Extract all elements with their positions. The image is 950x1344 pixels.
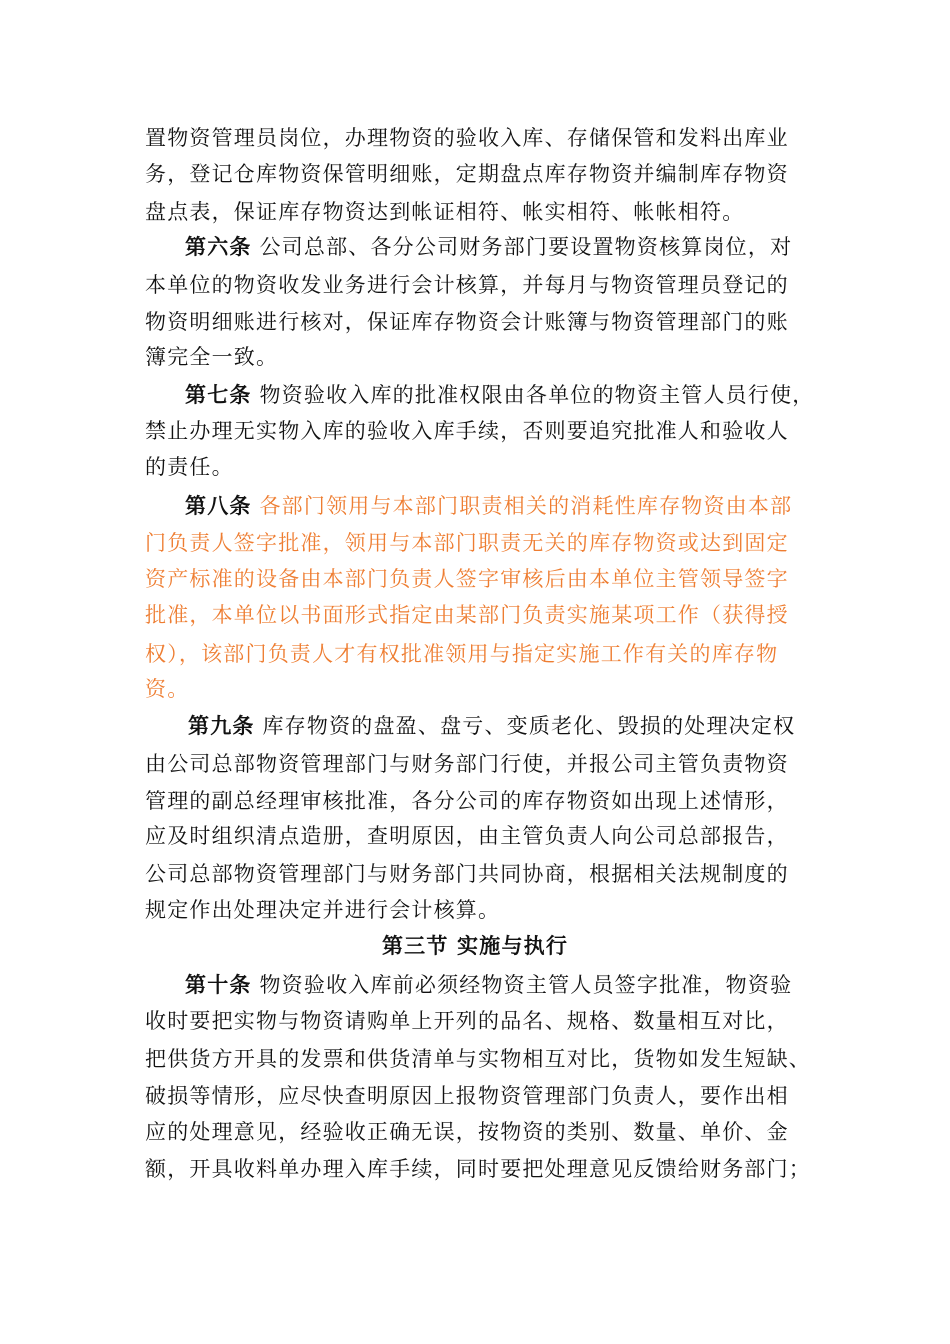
article-6-heading-line: 第六条 公司总部、各分公司财务部门要设置物资核算岗位，对 bbox=[185, 235, 793, 259]
article-8-heading-line bbox=[185, 492, 825, 520]
text-line: 本单位的物资收发业务进行会计核算，并每月与物资管理员登记的 bbox=[145, 273, 789, 297]
text-line: 盘点表，保证库存物资达到帐证相符、帐实相符、帐帐相符。 bbox=[145, 200, 745, 224]
text-line: 的责任。 bbox=[145, 455, 234, 479]
text-line: 公司总部物资管理部门与财务部门共同协商，根据相关法规制度的 bbox=[145, 862, 789, 886]
text-line: 置物资管理员岗位，办理物资的验收入库、存储保管和发料出库业 bbox=[145, 126, 789, 150]
highlighted-text: 各部门领用与本部门职责相关的消耗性库存物资由本部 bbox=[251, 494, 793, 518]
article-number: 第八条 bbox=[185, 494, 252, 518]
highlighted-text-line: 资。 bbox=[145, 677, 190, 701]
text-line: 物资明细账进行核对，保证库存物资会计账簿与物资管理部门的账 bbox=[145, 310, 789, 334]
text-line: 额，开具收料单办理入库手续，同时要把处理意见反馈给财务部门； bbox=[145, 1157, 811, 1181]
text-line: 破损等情形，应尽快查明原因上报物资管理部门负责人，要作出相 bbox=[145, 1084, 789, 1108]
highlighted-text-line: 资产标准的设备由本部门负责人签字审核后由本单位主管领导签字 bbox=[145, 567, 789, 591]
highlighted-text-line: 权），该部门负责人才有权批准领用与指定实施工作有关的库存物 bbox=[145, 642, 779, 666]
highlighted-text-line: 门负责人签字批准，领用与本部门职责无关的库存物资或达到固定 bbox=[145, 531, 789, 555]
text-line: 规定作出处理决定并进行会计核算。 bbox=[145, 898, 501, 922]
text-line: 应及时组织清点造册，查明原因，由主管负责人向公司总部报告， bbox=[145, 824, 789, 848]
article-7-heading-line: 第七条 物资验收入库的批准权限由各单位的物资主管人员行使， bbox=[185, 383, 815, 407]
article-number: 第七条 bbox=[185, 383, 252, 407]
text-line: 禁止办理无实物入库的验收入库手续，否则要追究批准人和验收人 bbox=[145, 419, 789, 443]
article-number: 第六条 bbox=[185, 235, 252, 259]
highlighted-text-line: 批准，本单位以书面形式指定由某部门负责实施某项工作（获得授 bbox=[145, 603, 789, 627]
text-line: 簿完全一致。 bbox=[145, 345, 279, 369]
article-number: 第十条 bbox=[185, 973, 252, 997]
text-line: 由公司总部物资管理部门与财务部门行使，并报公司主管负责物资 bbox=[145, 752, 789, 776]
article-number: 第九条 bbox=[188, 714, 255, 738]
text-line: 把供货方开具的发票和供货清单与实物相互对比，货物如发生短缺、 bbox=[145, 1047, 811, 1071]
text-line: 收时要把实物与物资请购单上开列的品名、规格、数量相互对比， bbox=[145, 1009, 789, 1033]
text-line: 管理的副总经理审核批准，各分公司的库存物资如出现上述情形， bbox=[145, 789, 789, 813]
text-line: 务，登记仓库物资保管明细账，定期盘点库存物资并编制库存物资 bbox=[145, 162, 789, 186]
article-9-heading-line: 第九条 库存物资的盘盈、盘亏、变质老化、毁损的处理决定权 bbox=[188, 714, 796, 738]
text-line: 应的处理意见，经验收正确无误，按物资的类别、数量、单价、金 bbox=[145, 1120, 789, 1144]
article-10-heading-line: 第十条 物资验收入库前必须经物资主管人员签字批准，物资验 bbox=[185, 973, 793, 997]
section-heading: 第三节 实施与执行 bbox=[381, 934, 569, 958]
